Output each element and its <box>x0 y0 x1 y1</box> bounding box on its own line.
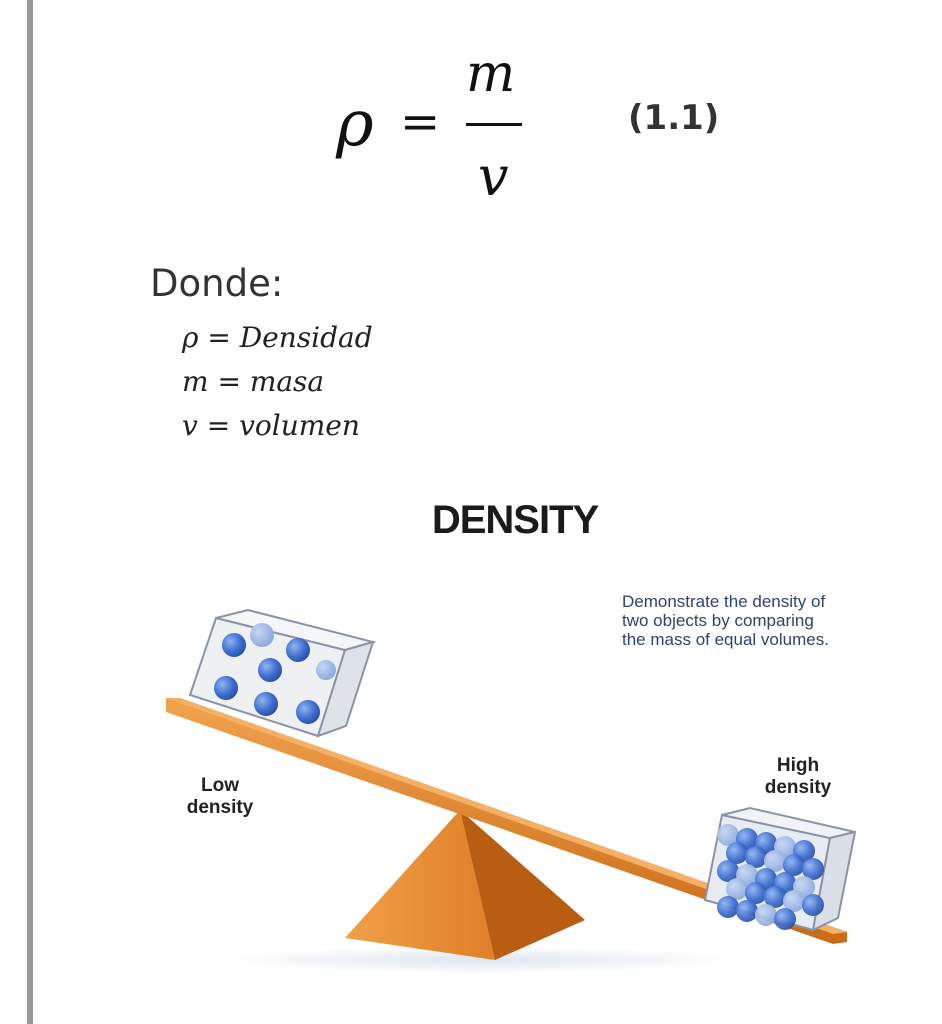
low-density-label: Low density <box>186 775 254 818</box>
definition-mass: m = masa <box>182 365 325 398</box>
definitions-list <box>182 316 373 448</box>
sphere <box>258 658 282 682</box>
sphere <box>296 700 320 724</box>
formula-denominator: v <box>478 145 509 208</box>
formula-equals: = <box>400 94 441 150</box>
left-border-rule <box>27 0 33 1024</box>
infographic-title: DENSITY <box>431 498 599 542</box>
infographic-caption <box>622 592 872 649</box>
donde-label: Donde: <box>150 262 284 305</box>
sphere <box>222 633 246 657</box>
sphere <box>286 638 310 662</box>
density-formula <box>330 40 570 210</box>
sphere <box>774 908 796 930</box>
sphere <box>736 900 758 922</box>
fraction-bar <box>466 123 522 126</box>
sphere <box>316 660 336 680</box>
sphere <box>254 692 278 716</box>
sphere <box>717 896 739 918</box>
definition-density: ρ = Densidad <box>182 321 373 354</box>
formula-numerator: m <box>466 44 516 104</box>
sphere <box>802 894 824 916</box>
equation-number: (1.1) <box>628 98 720 138</box>
caption-line: Demonstrate the density of <box>622 592 826 611</box>
high-density-label: High density <box>764 755 832 798</box>
density-infographic <box>150 490 880 990</box>
seesaw-illustration <box>150 490 880 990</box>
sphere <box>214 676 238 700</box>
caption-line: the mass of equal volumes. <box>622 630 829 649</box>
caption-line: two objects by comparing <box>622 611 814 630</box>
formula-rho: ρ <box>336 87 374 161</box>
definition-volume: v = volumen <box>182 409 360 442</box>
sphere <box>755 904 777 926</box>
high-density-cube <box>705 808 855 930</box>
sphere <box>250 623 274 647</box>
